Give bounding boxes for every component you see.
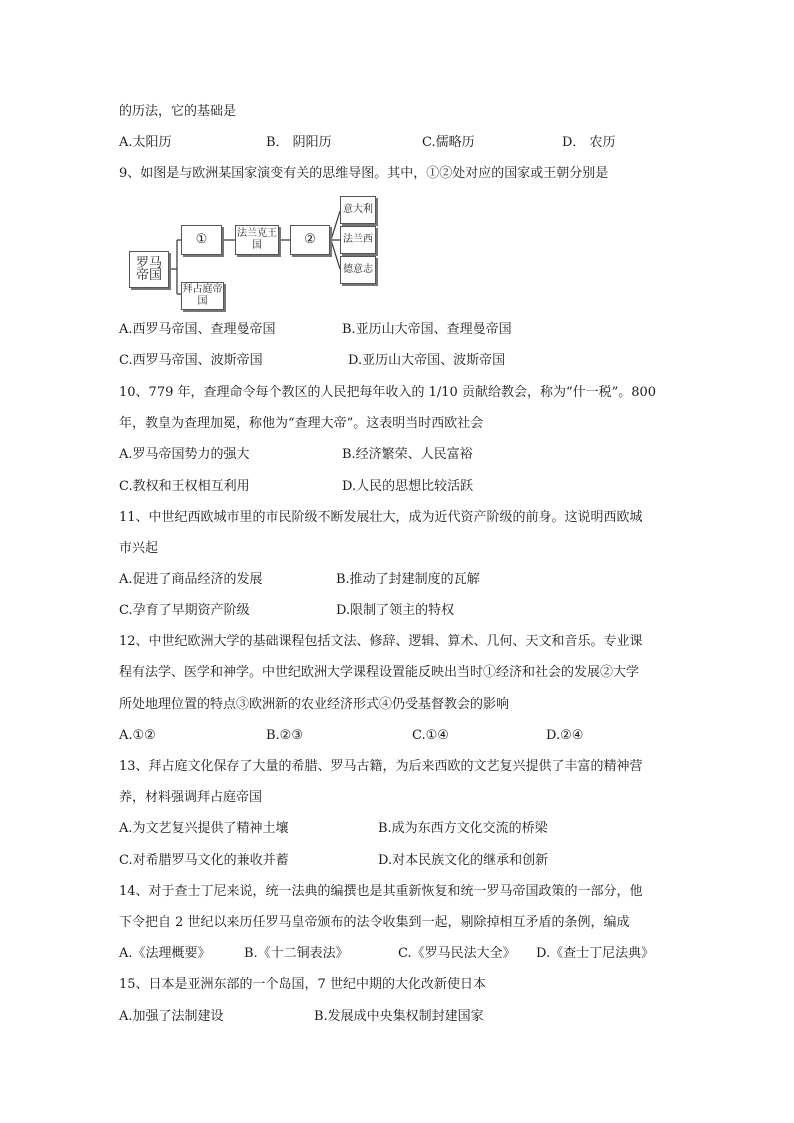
q10-option-a: A.罗马帝国势力的强大 xyxy=(119,447,250,462)
q12-stem-line2: 程有法学、医学和神学。中世纪欧洲大学课程设置能反映出当时①经济和社会的发展②大学 xyxy=(119,665,640,680)
q10-stem-line2: 年，教皇为查理加冕，称他为“查理大帝”。这表明当时西欧社会 xyxy=(119,416,484,431)
q13-stem-line2: 养，材料强调拜占庭帝国 xyxy=(119,790,263,805)
q9-option-c: C.西罗马帝国、波斯帝国 xyxy=(119,353,263,368)
q15-option-b: B.发展成中央集权制封建国家 xyxy=(314,1009,484,1024)
q9-option-d: D.亚历山大帝国、波斯帝国 xyxy=(348,353,506,368)
q9-stem: 9、如图是与欧洲某国家演变有关的思维导图。其中，①②处对应的国家或王朝分别是 xyxy=(119,166,609,181)
q14-option-a: A.《法理概要》 xyxy=(119,946,211,961)
q12-stem-line3: 所处地理位置的特点③欧洲新的农业经济形式④仍受基督教会的影响 xyxy=(119,697,510,712)
q14-stem-line1: 14、对于查士丁尼来说，统一法典的编撰也是其重新恢复和统一罗马帝国政策的一部分，他 xyxy=(119,884,643,899)
q11-stem-line2: 市兴起 xyxy=(119,541,159,556)
q10-stem-line1: 10、779 年，查理命令每个教区的人民把每年收入的 1/10 贡献给教会，称为“什一税”。800 xyxy=(119,385,657,400)
q9-option-b: B.亚历山大帝国、查理曼帝国 xyxy=(342,322,512,337)
node-2-blank: ② xyxy=(290,225,330,255)
q15-option-a: A.加强了法制建设 xyxy=(119,1009,224,1024)
q9-option-a: A.西罗马帝国、查理曼帝国 xyxy=(119,322,276,337)
q8-stem-cont: 的历法，它的基础是 xyxy=(119,104,237,119)
q10-option-d: D.人民的思想比较活跃 xyxy=(342,479,474,494)
q11-option-d: D.限制了领主的特权 xyxy=(336,603,455,618)
q13-option-a: A.为文艺复兴提供了精神土壤 xyxy=(119,821,289,836)
q13-option-c: C.对希腊罗马文化的兼收并蓄 xyxy=(119,853,289,868)
q13-option-b: B.成为东西方文化交流的桥梁 xyxy=(378,821,548,836)
q14-stem-line2: 下令把自 2 世纪以来历任罗马皇帝颁布的法令收集到一起，剔除掉相互矛盾的条例，编成 xyxy=(119,915,630,930)
q15-stem: 15、日本是亚洲东部的一个岛国，7 世纪中期的大化改新使日本 xyxy=(119,977,486,992)
q12-option-d: D.②④ xyxy=(546,728,584,743)
node-frankish-kingdom: 法兰克王国 xyxy=(235,225,279,255)
q10-option-b: B.经济繁荣、人民富裕 xyxy=(342,447,473,462)
q8-option-a: A.太阳历 xyxy=(119,135,172,150)
q13-option-d: D.对本民族文化的继承和创新 xyxy=(378,853,549,868)
node-germany: 德意志 xyxy=(340,256,376,284)
q12-stem-line1: 12、中世纪欧洲大学的基础课程包括文法、修辞、逻辑、算术、几何、天文和音乐。专业课 xyxy=(119,634,643,649)
q14-option-d: D.《查士丁尼法典》 xyxy=(536,946,655,961)
q12-option-c: C.①④ xyxy=(412,728,449,743)
node-france: 法兰西 xyxy=(340,226,376,254)
q8-option-b: B． 阴阳历 xyxy=(266,135,332,150)
node-byzantine-empire: 拜占庭帝国 xyxy=(181,282,224,310)
q12-option-a: A.①② xyxy=(119,728,156,743)
mind-map-connectors xyxy=(0,0,794,320)
node-italy: 意大利 xyxy=(340,196,376,224)
q13-stem-line1: 13、拜占庭文化保存了大量的希腊、罗马古籍，为后来西欧的文艺复兴提供了丰富的精神营 xyxy=(119,759,643,774)
q14-option-b: B.《十二铜表法》 xyxy=(244,946,349,961)
q11-option-c: C.孕育了早期资产阶级 xyxy=(119,603,250,618)
q11-option-b: B.推动了封建制度的瓦解 xyxy=(336,572,480,587)
q8-option-d: D． 农历 xyxy=(562,135,616,150)
q10-option-c: C.教权和王权相互利用 xyxy=(119,479,250,494)
q12-option-b: B.②③ xyxy=(266,728,303,743)
root-node-roman-empire: 罗马帝国 xyxy=(129,251,169,288)
q8-option-c: C.儒略历 xyxy=(422,135,475,150)
node-1-blank: ① xyxy=(181,225,222,255)
q11-stem-line1: 11、中世纪西欧城市里的市民阶级不断发展壮大，成为近代资产阶级的前身。这说明西欧城 xyxy=(119,510,643,525)
q11-option-a: A.促进了商品经济的发展 xyxy=(119,572,263,587)
q14-option-c: C.《罗马民法大全》 xyxy=(398,946,516,961)
